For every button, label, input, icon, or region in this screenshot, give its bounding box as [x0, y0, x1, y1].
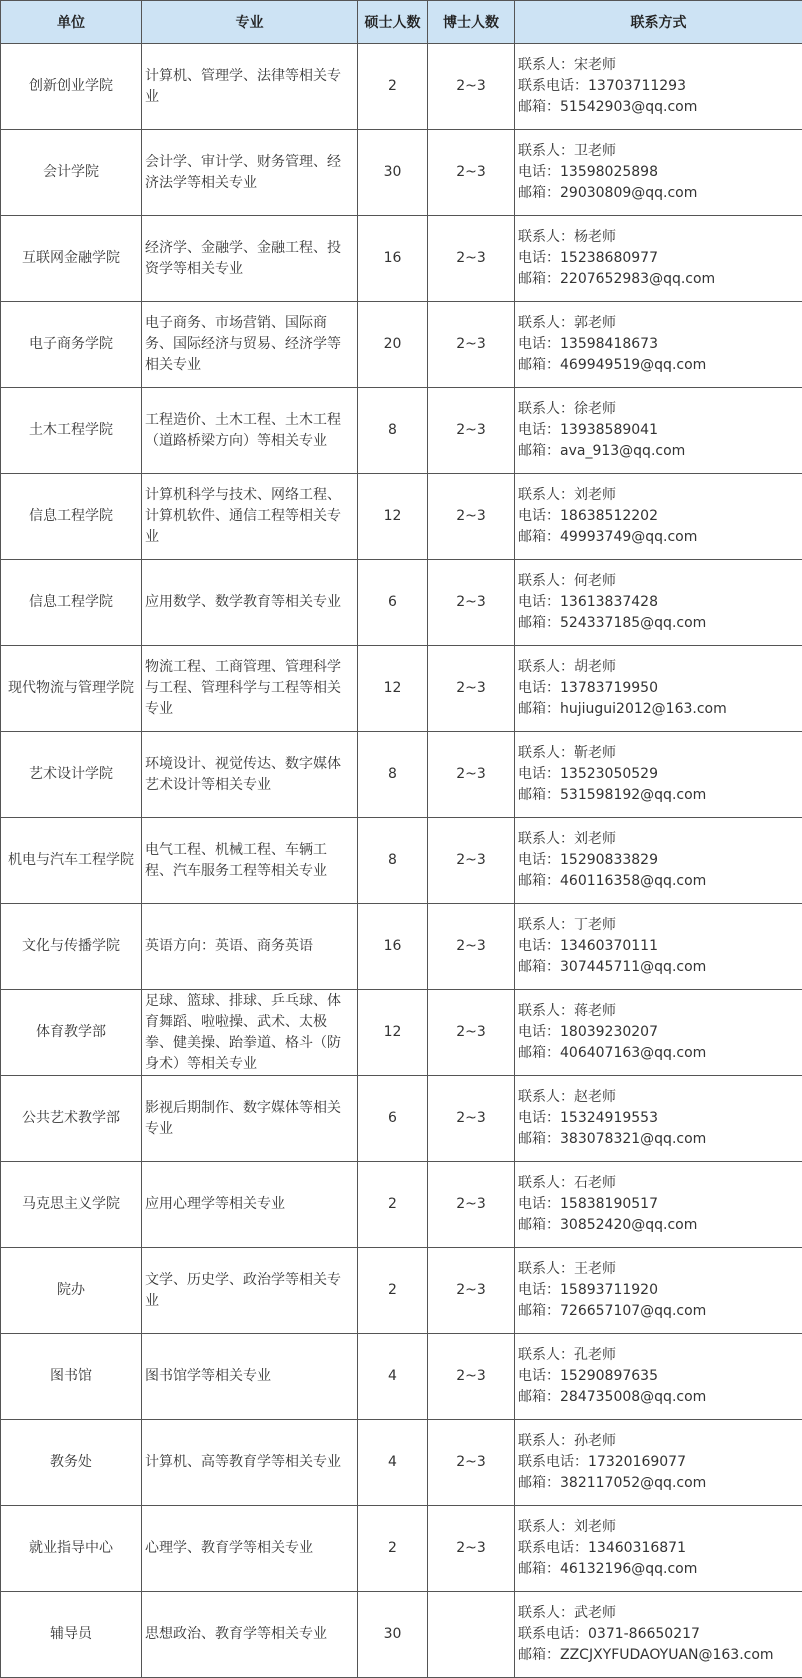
contact-email[interactable]: 邮箱：531598192@qq.com: [518, 785, 799, 806]
contact-person: 联系人：刘老师: [518, 485, 799, 506]
masters-count-cell: 8: [358, 732, 428, 818]
major-cell: 英语方向：英语、商务英语: [142, 904, 358, 990]
phd-count-cell: 2~3: [428, 1248, 515, 1334]
masters-count-cell: 12: [358, 474, 428, 560]
unit-cell: 就业指导中心: [1, 1506, 142, 1592]
masters-count-cell: 2: [358, 44, 428, 130]
contact-person: 联系人：郭老师: [518, 313, 799, 334]
contact-phone: 电话：15290833829: [518, 850, 799, 871]
unit-cell: 信息工程学院: [1, 474, 142, 560]
major-cell: 计算机、高等教育学等相关专业: [142, 1420, 358, 1506]
phd-count-cell: 2~3: [428, 474, 515, 560]
contact-email[interactable]: 邮箱：46132196@qq.com: [518, 1559, 799, 1580]
masters-count-cell: 20: [358, 302, 428, 388]
contact-cell: [515, 1420, 802, 1506]
unit-cell: 马克思主义学院: [1, 1162, 142, 1248]
phd-count-cell: 2~3: [428, 1334, 515, 1420]
unit-cell: 会计学院: [1, 130, 142, 216]
table-row: [1, 818, 802, 904]
contact-email[interactable]: 邮箱：49993749@qq.com: [518, 527, 799, 548]
contact-person: 联系人：孔老师: [518, 1345, 799, 1366]
major-cell: 电气工程、机械工程、车辆工程、汽车服务工程等相关专业: [142, 818, 358, 904]
contact-phone: 电话：15238680977: [518, 248, 799, 269]
table-row: [1, 560, 802, 646]
table-row: [1, 990, 802, 1076]
table-row: [1, 1506, 802, 1592]
masters-count-cell: 30: [358, 1592, 428, 1678]
masters-count-cell: 4: [358, 1334, 428, 1420]
contact-phone: 电话：13938589041: [518, 420, 799, 441]
contact-phone: 联系电话：0371-86650217: [518, 1624, 799, 1645]
table-row: [1, 388, 802, 474]
major-cell: 应用数学、数学教育等相关专业: [142, 560, 358, 646]
contact-cell: [515, 130, 802, 216]
contact-phone: 电话：13598418673: [518, 334, 799, 355]
phd-count-cell: 2~3: [428, 388, 515, 474]
contact-email[interactable]: 邮箱：284735008@qq.com: [518, 1387, 799, 1408]
phd-count-cell: 2~3: [428, 1076, 515, 1162]
table-row: [1, 216, 802, 302]
unit-cell: 文化与传播学院: [1, 904, 142, 990]
contact-cell: [515, 818, 802, 904]
contact-phone: 电话：13523050529: [518, 764, 799, 785]
contact-phone: 联系电话：13460316871: [518, 1538, 799, 1559]
contact-person: 联系人：刘老师: [518, 1517, 799, 1538]
contact-phone: 电话：13783719950: [518, 678, 799, 699]
contact-phone: 电话：13460370111: [518, 936, 799, 957]
contact-cell: [515, 474, 802, 560]
contact-email[interactable]: 邮箱：30852420@qq.com: [518, 1215, 799, 1236]
contact-email[interactable]: 邮箱：469949519@qq.com: [518, 355, 799, 376]
phd-count-cell: 2~3: [428, 130, 515, 216]
contact-phone: 电话：13613837428: [518, 592, 799, 613]
contact-cell: [515, 646, 802, 732]
unit-cell: 图书馆: [1, 1334, 142, 1420]
contact-email[interactable]: 邮箱：ZZCJXYFUDAOYUAN@163.com: [518, 1645, 799, 1666]
contact-cell: [515, 1334, 802, 1420]
unit-cell: 现代物流与管理学院: [1, 646, 142, 732]
masters-count-cell: 16: [358, 216, 428, 302]
table-row: [1, 1334, 802, 1420]
table-row: [1, 302, 802, 388]
header-masters: 硕士人数: [358, 1, 428, 44]
table-body: [1, 44, 802, 1678]
contact-person: 联系人：徐老师: [518, 399, 799, 420]
phd-count-cell: 2~3: [428, 732, 515, 818]
masters-count-cell: 12: [358, 646, 428, 732]
table-row: [1, 1162, 802, 1248]
table-row: [1, 1592, 802, 1678]
unit-cell: 教务处: [1, 1420, 142, 1506]
header-contact: 联系方式: [515, 1, 802, 44]
contact-cell: [515, 560, 802, 646]
contact-cell: [515, 1506, 802, 1592]
unit-cell: 院办: [1, 1248, 142, 1334]
contact-person: 联系人：刘老师: [518, 829, 799, 850]
contact-cell: [515, 302, 802, 388]
contact-email[interactable]: 邮箱：383078321@qq.com: [518, 1129, 799, 1150]
contact-phone: 电话：13598025898: [518, 162, 799, 183]
table-row: [1, 1420, 802, 1506]
major-cell: 影视后期制作、数字媒体等相关专业: [142, 1076, 358, 1162]
table-row: [1, 732, 802, 818]
contact-email[interactable]: 邮箱：51542903@qq.com: [518, 97, 799, 118]
table-row: [1, 474, 802, 560]
header-phd: 博士人数: [428, 1, 515, 44]
unit-cell: 辅导员: [1, 1592, 142, 1678]
contact-person: 联系人：丁老师: [518, 915, 799, 936]
contact-email[interactable]: 邮箱：460116358@qq.com: [518, 871, 799, 892]
contact-cell: [515, 1248, 802, 1334]
contact-email[interactable]: 邮箱：29030809@qq.com: [518, 183, 799, 204]
masters-count-cell: 4: [358, 1420, 428, 1506]
phd-count-cell: 2~3: [428, 44, 515, 130]
masters-count-cell: 8: [358, 818, 428, 904]
phd-count-cell: 2~3: [428, 1506, 515, 1592]
table-row: [1, 1248, 802, 1334]
contact-person: 联系人：杨老师: [518, 227, 799, 248]
contact-cell: [515, 1162, 802, 1248]
contact-person: 联系人：蒋老师: [518, 1001, 799, 1022]
unit-cell: 公共艺术教学部: [1, 1076, 142, 1162]
major-cell: 电子商务、市场营销、国际商务、国际经济与贸易、经济学等相关专业: [142, 302, 358, 388]
unit-cell: 体育教学部: [1, 990, 142, 1076]
contact-phone: 电话：15324919553: [518, 1108, 799, 1129]
phd-count-cell: [428, 1592, 515, 1678]
contact-email[interactable]: 邮箱：726657107@qq.com: [518, 1301, 799, 1322]
major-cell: 会计学、审计学、财务管理、经济法学等相关专业: [142, 130, 358, 216]
unit-cell: 信息工程学院: [1, 560, 142, 646]
major-cell: 工程造价、土木工程、土木工程（道路桥梁方向）等相关专业: [142, 388, 358, 474]
contact-person: 联系人：孙老师: [518, 1431, 799, 1452]
table-row: [1, 1076, 802, 1162]
phd-count-cell: 2~3: [428, 646, 515, 732]
phd-count-cell: 2~3: [428, 904, 515, 990]
masters-count-cell: 6: [358, 1076, 428, 1162]
phd-count-cell: 2~3: [428, 818, 515, 904]
contact-email[interactable]: 邮箱：hujiugui2012@163.com: [518, 699, 799, 720]
contact-cell: [515, 1076, 802, 1162]
major-cell: 心理学、教育学等相关专业: [142, 1506, 358, 1592]
masters-count-cell: 16: [358, 904, 428, 990]
phd-count-cell: 2~3: [428, 990, 515, 1076]
contact-person: 联系人：卫老师: [518, 141, 799, 162]
major-cell: 足球、篮球、排球、乒乓球、体育舞蹈、啦啦操、武术、太极拳、健美操、跆拳道、格斗（防身术）等相关专业: [142, 990, 358, 1076]
masters-count-cell: 6: [358, 560, 428, 646]
header-major: 专业: [142, 1, 358, 44]
contact-person: 联系人：赵老师: [518, 1087, 799, 1108]
phd-count-cell: 2~3: [428, 302, 515, 388]
contact-email[interactable]: 邮箱：382117052@qq.com: [518, 1473, 799, 1494]
unit-cell: 电子商务学院: [1, 302, 142, 388]
table-row: [1, 646, 802, 732]
contact-person: 联系人：宋老师: [518, 55, 799, 76]
major-cell: 经济学、金融学、金融工程、投资学等相关专业: [142, 216, 358, 302]
major-cell: 计算机科学与技术、网络工程、计算机软件、通信工程等相关专业: [142, 474, 358, 560]
masters-count-cell: 8: [358, 388, 428, 474]
contact-email[interactable]: 邮箱：ava_913@qq.com: [518, 441, 799, 462]
header-unit: 单位: [1, 1, 142, 44]
contact-email[interactable]: 邮箱：307445711@qq.com: [518, 957, 799, 978]
contact-email[interactable]: 邮箱：406407163@qq.com: [518, 1043, 799, 1064]
contact-person: 联系人：何老师: [518, 571, 799, 592]
contact-email[interactable]: 邮箱：524337185@qq.com: [518, 613, 799, 634]
header-row: [1, 1, 802, 44]
major-cell: 文学、历史学、政治学等相关专业: [142, 1248, 358, 1334]
unit-cell: 艺术设计学院: [1, 732, 142, 818]
table-row: [1, 904, 802, 990]
contact-person: 联系人：胡老师: [518, 657, 799, 678]
unit-cell: 土木工程学院: [1, 388, 142, 474]
table-row: [1, 44, 802, 130]
unit-cell: 互联网金融学院: [1, 216, 142, 302]
contact-person: 联系人：靳老师: [518, 743, 799, 764]
contact-cell: [515, 732, 802, 818]
contact-phone: 电话：15838190517: [518, 1194, 799, 1215]
contact-phone: 电话：15290897635: [518, 1366, 799, 1387]
masters-count-cell: 2: [358, 1162, 428, 1248]
masters-count-cell: 2: [358, 1506, 428, 1592]
contact-email[interactable]: 邮箱：2207652983@qq.com: [518, 269, 799, 290]
table-row: [1, 130, 802, 216]
contact-cell: [515, 44, 802, 130]
masters-count-cell: 2: [358, 1248, 428, 1334]
masters-count-cell: 30: [358, 130, 428, 216]
phd-count-cell: 2~3: [428, 216, 515, 302]
contact-cell: [515, 388, 802, 474]
major-cell: 思想政治、教育学等相关专业: [142, 1592, 358, 1678]
contact-phone: 联系电话：13703711293: [518, 76, 799, 97]
phd-count-cell: 2~3: [428, 1162, 515, 1248]
contact-cell: [515, 904, 802, 990]
phd-count-cell: 2~3: [428, 1420, 515, 1506]
contact-phone: 电话：18638512202: [518, 506, 799, 527]
masters-count-cell: 12: [358, 990, 428, 1076]
major-cell: 图书馆学等相关专业: [142, 1334, 358, 1420]
contact-cell: [515, 990, 802, 1076]
contact-phone: 电话：15893711920: [518, 1280, 799, 1301]
contact-phone: 联系电话：17320169077: [518, 1452, 799, 1473]
major-cell: 物流工程、工商管理、管理科学与工程、管理科学与工程等相关专业: [142, 646, 358, 732]
major-cell: 应用心理学等相关专业: [142, 1162, 358, 1248]
contact-cell: [515, 216, 802, 302]
contact-phone: 电话：18039230207: [518, 1022, 799, 1043]
contact-cell: [515, 1592, 802, 1678]
unit-cell: 机电与汽车工程学院: [1, 818, 142, 904]
contact-person: 联系人：石老师: [518, 1173, 799, 1194]
major-cell: 计算机、管理学、法律等相关专业: [142, 44, 358, 130]
phd-count-cell: 2~3: [428, 560, 515, 646]
major-cell: 环境设计、视觉传达、数字媒体艺术设计等相关专业: [142, 732, 358, 818]
unit-cell: 创新创业学院: [1, 44, 142, 130]
contact-person: 联系人：武老师: [518, 1603, 799, 1624]
contact-person: 联系人：王老师: [518, 1259, 799, 1280]
